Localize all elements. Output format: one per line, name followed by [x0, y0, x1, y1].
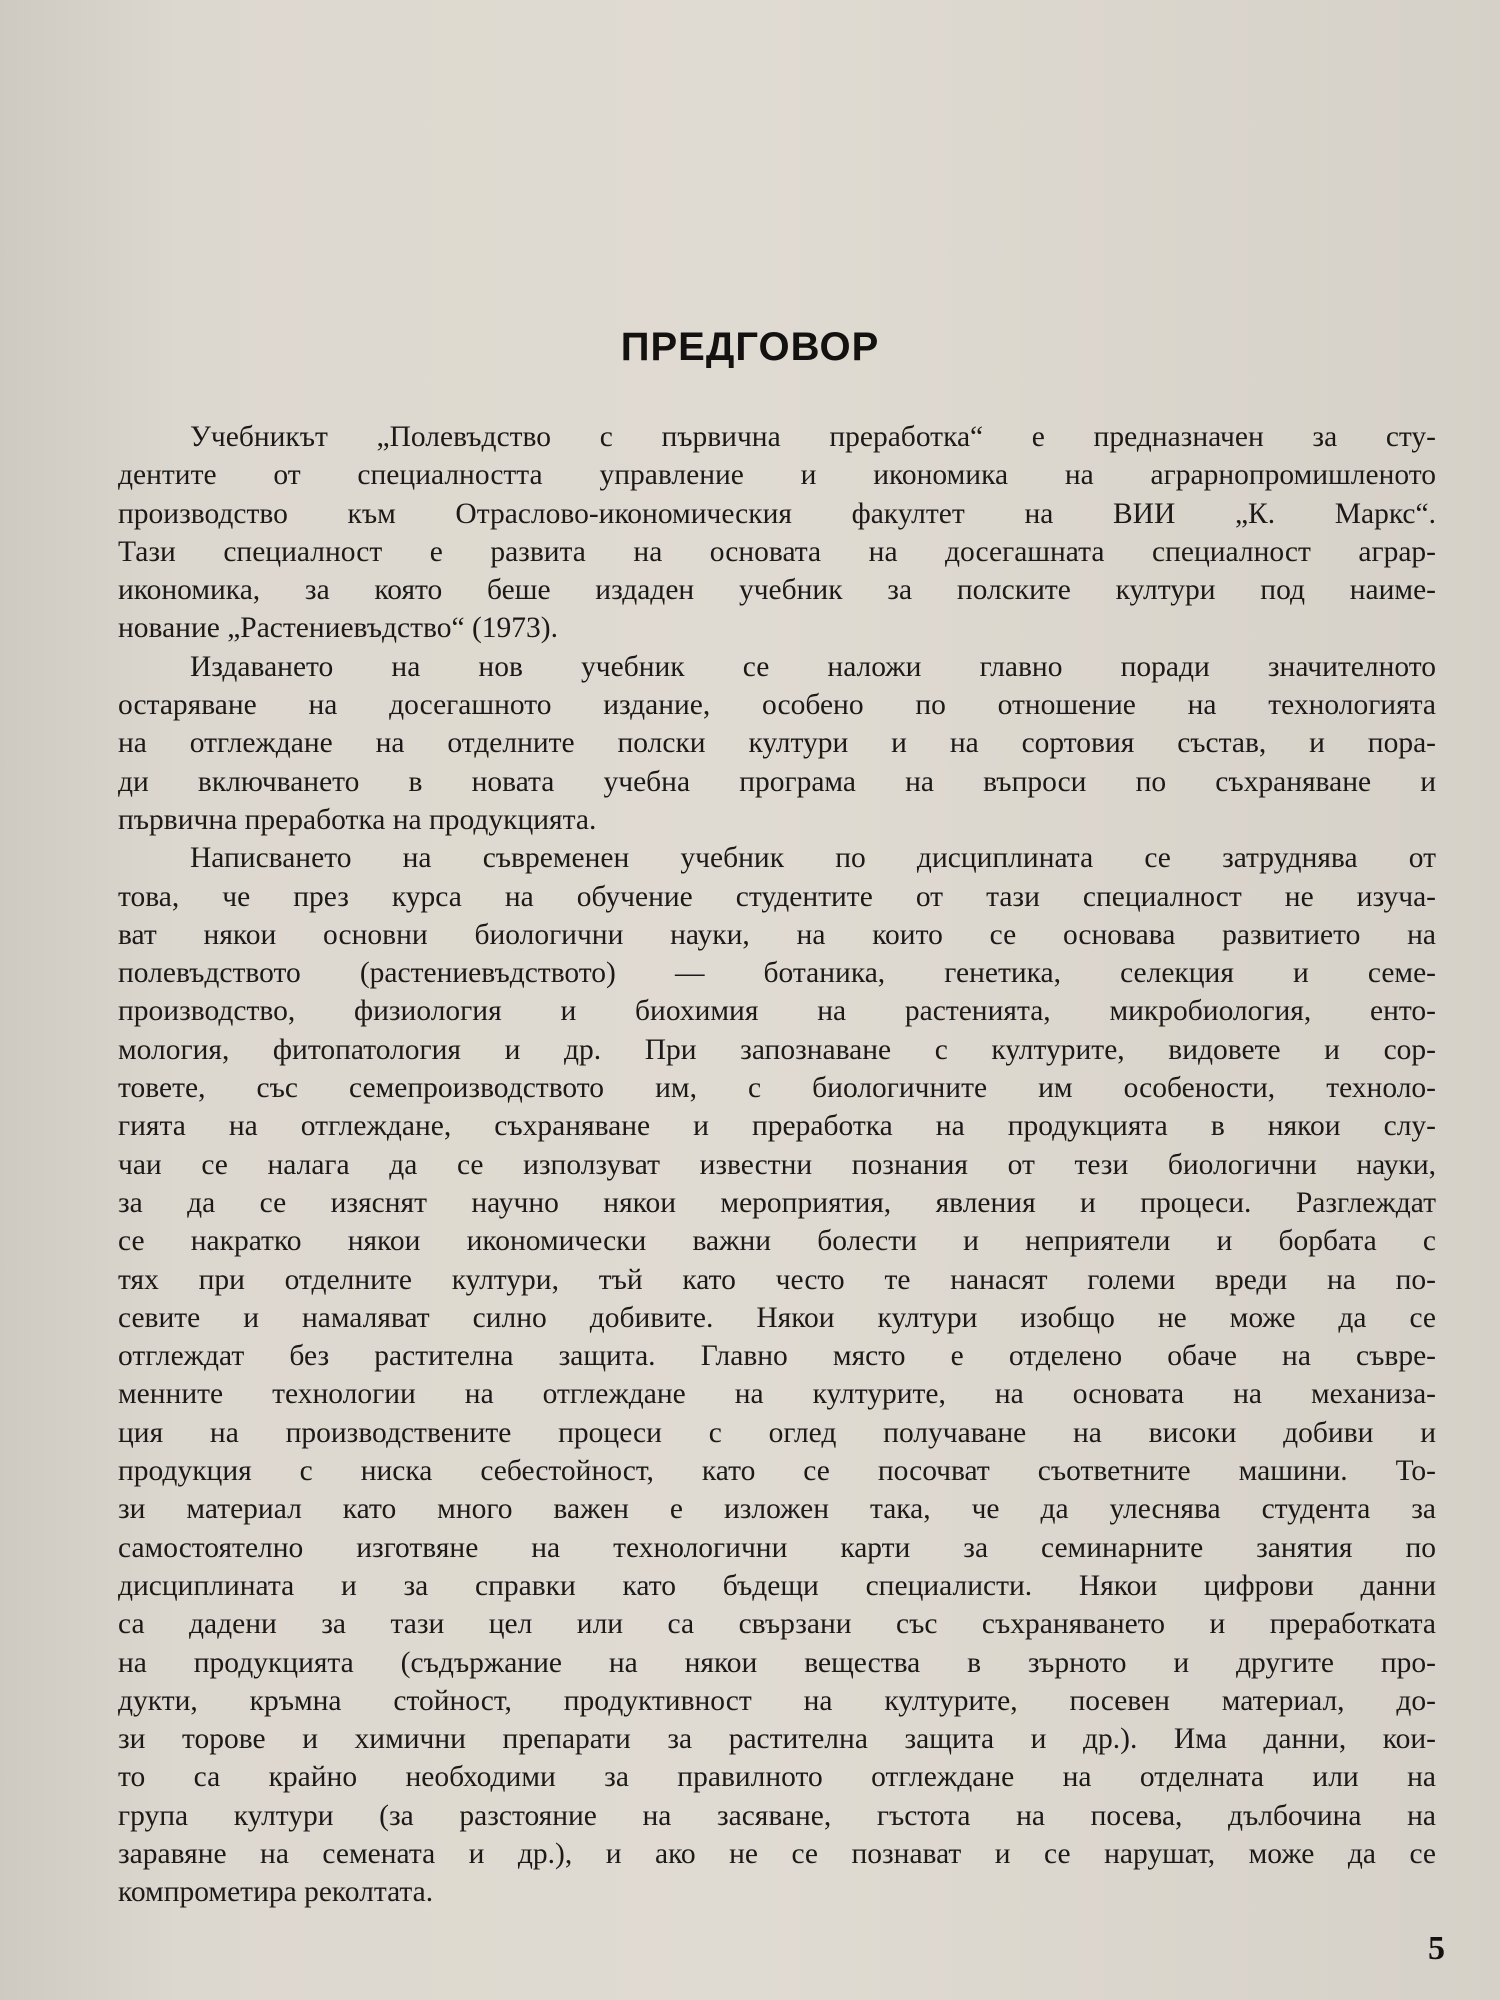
- paragraph-1: [118, 418, 1436, 648]
- text-line: дисциплината и за справки като бъдещи специалисти. Някои цифрови данни: [118, 1569, 1436, 1602]
- text-line: производство към Отраслово-икономическия факултет на ВИИ „К. Маркс“.: [118, 497, 1436, 530]
- text-line: се накратко някои икономически важни болести и неприятели и борбата с: [118, 1225, 1436, 1258]
- text-line: севите и намаляват силно добивите. Някои култури изобщо не може да се: [118, 1301, 1436, 1334]
- text-line: първична преработка на продукцията.: [118, 803, 597, 836]
- text-line: дукти, кръмна стойност, продуктивност на културите, посевен материал, до-: [118, 1684, 1436, 1717]
- text-line: са дадени за тази цел или са свързани със съхраняването и преработката: [118, 1608, 1436, 1641]
- text-line: Написването на съвременен учебник по дисциплината се затруднява от: [190, 842, 1436, 875]
- text-line: нование „Растениевъдство“ (1973).: [118, 612, 558, 645]
- text-line: отглеждат без растителна защита. Главно място е отделено обаче на съвре-: [118, 1340, 1436, 1373]
- text-line: полевъдството (растениевъдството) — ботаника, генетика, селекция и семе-: [118, 957, 1436, 990]
- text-line: Тази специалност е развита на основата на досегашната специалност аграр-: [118, 535, 1436, 568]
- text-line: зи торове и химични препарати за растителна защита и др.). Има данни, кои-: [118, 1723, 1436, 1756]
- text-line: товете, със семепроизводството им, с биологичните им особености, техноло-: [118, 1072, 1436, 1105]
- text-line: гията на отглеждане, съхраняване и преработка на продукцията в някои слу-: [118, 1110, 1436, 1143]
- paragraph-2: [118, 648, 1436, 839]
- text-line: самостоятелно изготвяне на технологични карти за семинарните занятия по: [118, 1531, 1436, 1564]
- text-line: дентите от специалността управление и икономика на аграрнопромишленото: [118, 459, 1436, 492]
- text-line: икономика, за която беше издаден учебник за полските култури под наиме-: [118, 574, 1436, 607]
- text-line: ция на производствените процеси с оглед получаване на високи добиви и: [118, 1416, 1436, 1449]
- text-line: продукция с ниска себестойност, като се посочват съответните машини. То-: [118, 1455, 1436, 1488]
- body-text: [118, 418, 1436, 1912]
- page-heading: ПРЕДГОВОР: [620, 325, 880, 369]
- text-line: това, че през курса на обучение студентите от тази специалност не изуча-: [118, 880, 1436, 913]
- text-line: Учебникът „Полевъдство с първична преработка“ е предназначен за сту-: [190, 421, 1436, 453]
- text-line: тях при отделните култури, тъй като често те нанасят големи вреди на по-: [118, 1263, 1436, 1296]
- text-line: на отглеждане на отделните полски култури и на сортовия състав, и пора-: [118, 727, 1436, 760]
- text-line: ват някои основни биологични науки, на които се основава развитието на: [118, 918, 1436, 951]
- text-line: заравяне на семената и др.), и ако не се познават и се нарушат, може да се: [118, 1837, 1436, 1870]
- text-line: Издаването на нов учебник се наложи главно поради значителното: [190, 650, 1436, 683]
- text-line: менните технологии на отглеждане на културите, на основата на механиза-: [118, 1378, 1436, 1411]
- text-line: то са крайно необходими за правилното отглеждане на отделната или на: [118, 1761, 1436, 1794]
- text-line: производство, физиология и биохимия на растенията, микробиология, енто-: [118, 995, 1436, 1028]
- text-line: зи материал като много важен е изложен така, че да улеснява студента за: [118, 1493, 1436, 1526]
- text-line: остаряване на досегашното издание, особено по отношение на технологията: [118, 689, 1436, 722]
- text-line: на продукцията (съдържание на някои вещества в зърното и другите про-: [118, 1646, 1436, 1679]
- paragraph-3: [118, 839, 1436, 1911]
- text-line: чаи се налага да се използуват известни познания от тези биологични науки,: [118, 1148, 1436, 1181]
- text-line: за да се изяснят научно някои мероприятия, явления и процеси. Разглеждат: [118, 1186, 1436, 1219]
- text-line: компрометира реколтата.: [118, 1876, 434, 1909]
- text-line: ди включването в новата учебна програма на въпроси по съхраняване и: [118, 765, 1436, 798]
- text-line: мология, фитопатология и др. При запознаване с културите, видовете и сор-: [118, 1033, 1436, 1066]
- page-number: 5: [1428, 1930, 1445, 1967]
- text-line: група култури (за разстояние на засяване, гъстота на посева, дълбочина на: [118, 1799, 1436, 1832]
